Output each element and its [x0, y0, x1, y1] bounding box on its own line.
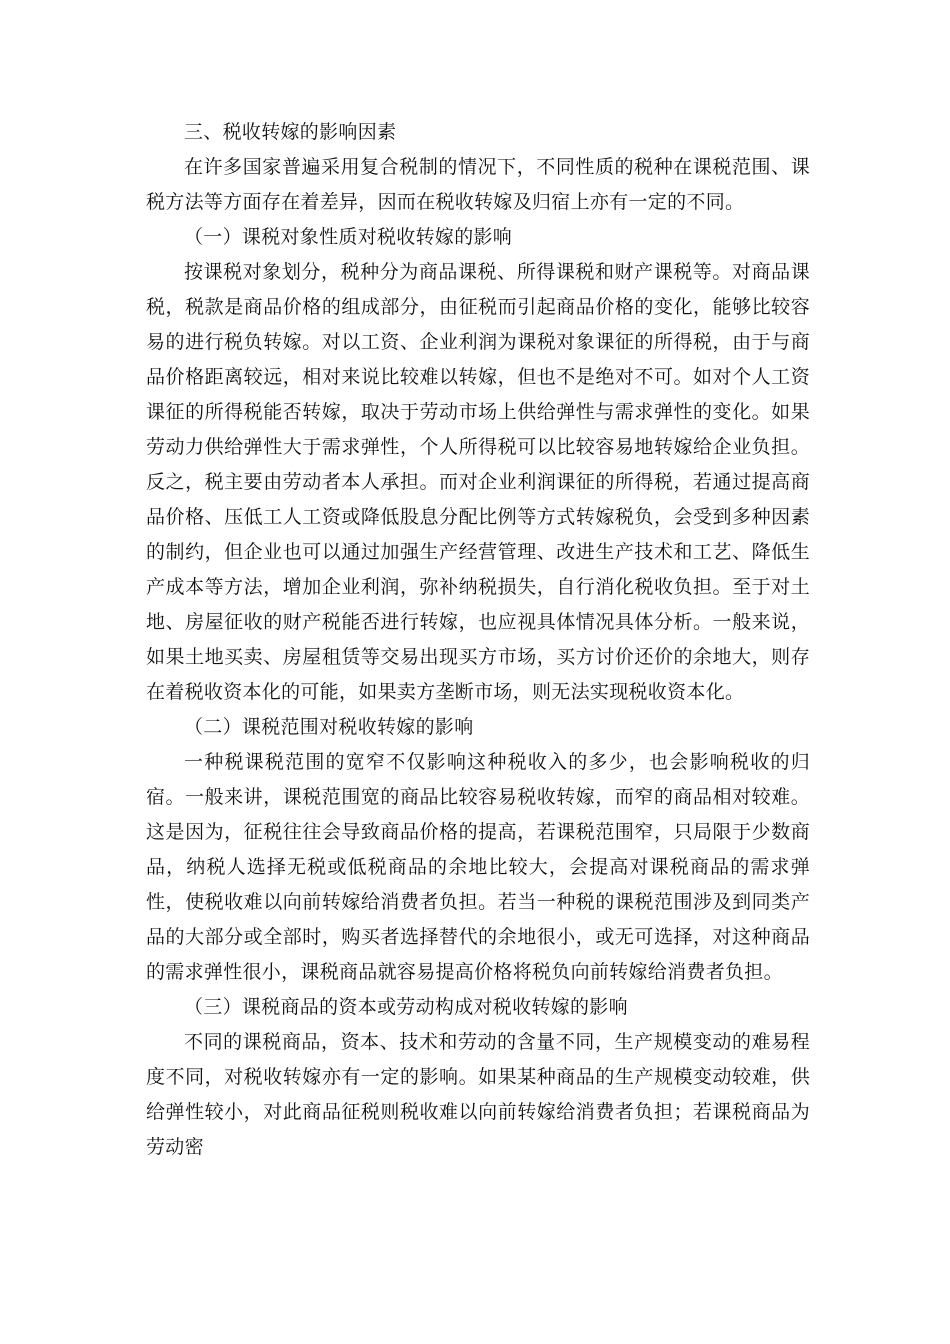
subsection-body-1: 按课税对象划分，税种分为商品课税、所得课税和财产课税等。对商品课税，税款是商品价格的组成部分，由征税而引起商品价格的变化，能够比较容易的进行税负转嫁。对以工资、企业利润为课税对象课征的所得税，由于与商品价格距离较远，相对来说比较难以转嫁，但也不是绝对不可。如对个人工资课征的所得税能否转嫁，取决于劳动市场上供给弹性与需求弹性的变化。如果劳动力供给弹性大于需求弹性，个人所得税可以比较容易地转嫁给企业负担。反之，税主要由劳动者本人承担。而对企业利润课征的所得税，若通过提高商品价格、压低工人工资或降低股息分配比例等方式转嫁税负，会受到多种因素的制约，但企业也可以通过加强生产经营管理、改进生产技术和工艺、降低生产成本等方法，增加企业利润，弥补纳税损失，自行消化税收负担。至于对土地、房屋征收的财产税能否进行转嫁，也应视具体情况具体分析。一般来说，如果土地买卖、房屋租赁等交易出现买方市场，买方讨价还价的余地大，则存在着税收资本化的可能，如果卖方垄断市场，则无法实现税收资本化。: [146, 261, 810, 703]
subsection-title-1: （一）课税对象性质对税收转嫁的影响: [184, 226, 513, 248]
subsection-body-2: 一种税课税范围的宽窄不仅影响这种税收入的多少，也会影响税收的归宿。一般来讲，课税范围宽的商品比较容易税收转嫁，而窄的商品相对较难。这是因为，征税往往会导致商品价格的提高，若课税范围窄，只局限于少数商品，纳税人选择无税或低税商品的余地比较大，会提高对课税商品的需求弹性，使税收难以向前转嫁给消费者负担。若当一种税的课税范围涉及到同类产品的大部分或全部时，购买者选择替代的余地很小，或无可选择，对这种商品的需求弹性很小，课税商品就容易提高价格将税负向前转嫁给消费者负担。: [146, 751, 810, 983]
document-body: [146, 115, 810, 1165]
section-title: 三、税收转嫁的影响因素: [184, 121, 397, 143]
subsection-title-2: （二）课税范围对税收转嫁的影响: [184, 716, 474, 738]
subsection-body-3: 不同的课税商品，资本、技术和劳动的含量不同，生产规模变动的难易程度不同，对税收转嫁亦有一定的影响。如果某种商品的生产规模变动较难，供给弹性较小，对此商品征税则税收难以向前转嫁给消费者负担；若课税商品为劳动密: [146, 1031, 810, 1158]
intro-paragraph: 在许多国家普遍采用复合税制的情况下，不同性质的税种在课税范围、课税方法等方面存在着差异，因而在税收转嫁及归宿上亦有一定的不同。: [146, 156, 810, 213]
subsection-title-3: （三）课税商品的资本或劳动构成对税收转嫁的影响: [184, 996, 628, 1018]
